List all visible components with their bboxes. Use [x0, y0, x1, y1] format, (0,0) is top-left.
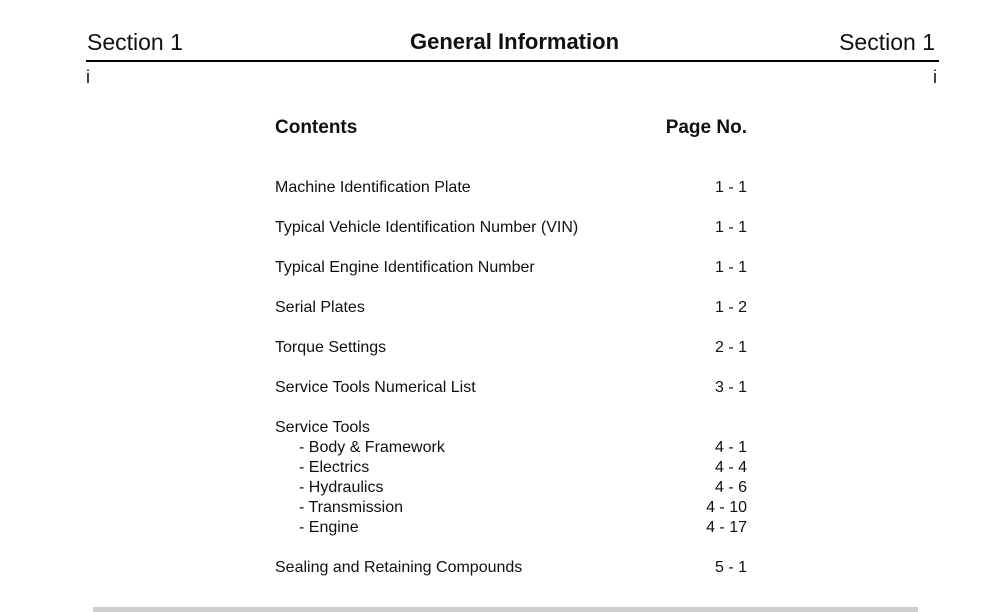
toc-entry-page: 1 - 1 [714, 259, 747, 276]
toc-entry-page: 1 - 2 [714, 299, 747, 316]
toc-entry-title: Sealing and Retaining Compounds [275, 559, 523, 576]
toc-entry-page: 4 - 4 [714, 459, 747, 476]
toc-entry[interactable] [275, 178, 747, 198]
toc-entry-page: 3 - 1 [714, 379, 747, 396]
contents-heading: Contents [275, 117, 358, 138]
toc-subentry[interactable] [275, 438, 747, 458]
toc-entry-page: 2 - 1 [714, 339, 747, 356]
toc-subentry[interactable] [275, 518, 747, 538]
toc-subentry[interactable] [275, 478, 747, 498]
toc-entry-page: 4 - 6 [714, 479, 747, 496]
toc-entry-title: Serial Plates [275, 299, 365, 316]
toc-entry[interactable] [275, 218, 747, 238]
toc-entry-group[interactable] [275, 418, 747, 438]
horizontal-scrollbar[interactable] [93, 607, 918, 612]
header-title: General Information [409, 29, 620, 54]
toc-entry-title: - Hydraulics [299, 479, 384, 496]
toc-entry[interactable] [275, 378, 747, 398]
toc-entry[interactable] [275, 338, 747, 358]
toc-entry[interactable] [275, 258, 747, 278]
toc-entry-title: Typical Vehicle Identification Number (VIN) [275, 219, 579, 236]
header-divider [86, 60, 939, 62]
header-section-right: Section 1 [839, 29, 935, 55]
toc-entry-page: 5 - 1 [714, 559, 747, 576]
page-number-right: i [933, 67, 937, 87]
toc-entry-title: - Electrics [299, 459, 370, 476]
toc-subentry[interactable] [275, 458, 747, 478]
toc-entry-title: - Body & Framework [299, 439, 445, 456]
header-section-left: Section 1 [87, 29, 183, 55]
toc-entry-title: - Engine [299, 519, 359, 536]
toc-entry-page: 4 - 1 [714, 439, 747, 456]
toc-entry-title: Typical Engine Identification Number [275, 259, 535, 276]
toc-entry-page: 4 - 10 [706, 499, 747, 516]
toc-entry-page: 4 - 17 [706, 519, 747, 536]
page-no-heading: Page No. [665, 117, 747, 138]
toc-entry-title: Torque Settings [275, 339, 387, 356]
toc-entry-page: 1 - 1 [714, 219, 747, 236]
toc-entry-title: - Transmission [299, 499, 404, 516]
toc-entry-page: 1 - 1 [714, 179, 747, 196]
toc-entry[interactable] [275, 558, 747, 578]
toc-subentry[interactable] [275, 498, 747, 518]
page-number-left: i [86, 67, 90, 87]
toc-entry-title: Machine Identification Plate [275, 179, 471, 196]
toc-entry-title: Service Tools Numerical List [275, 379, 476, 396]
toc-entry[interactable] [275, 298, 747, 318]
toc-entry-title: Service Tools [275, 419, 370, 436]
